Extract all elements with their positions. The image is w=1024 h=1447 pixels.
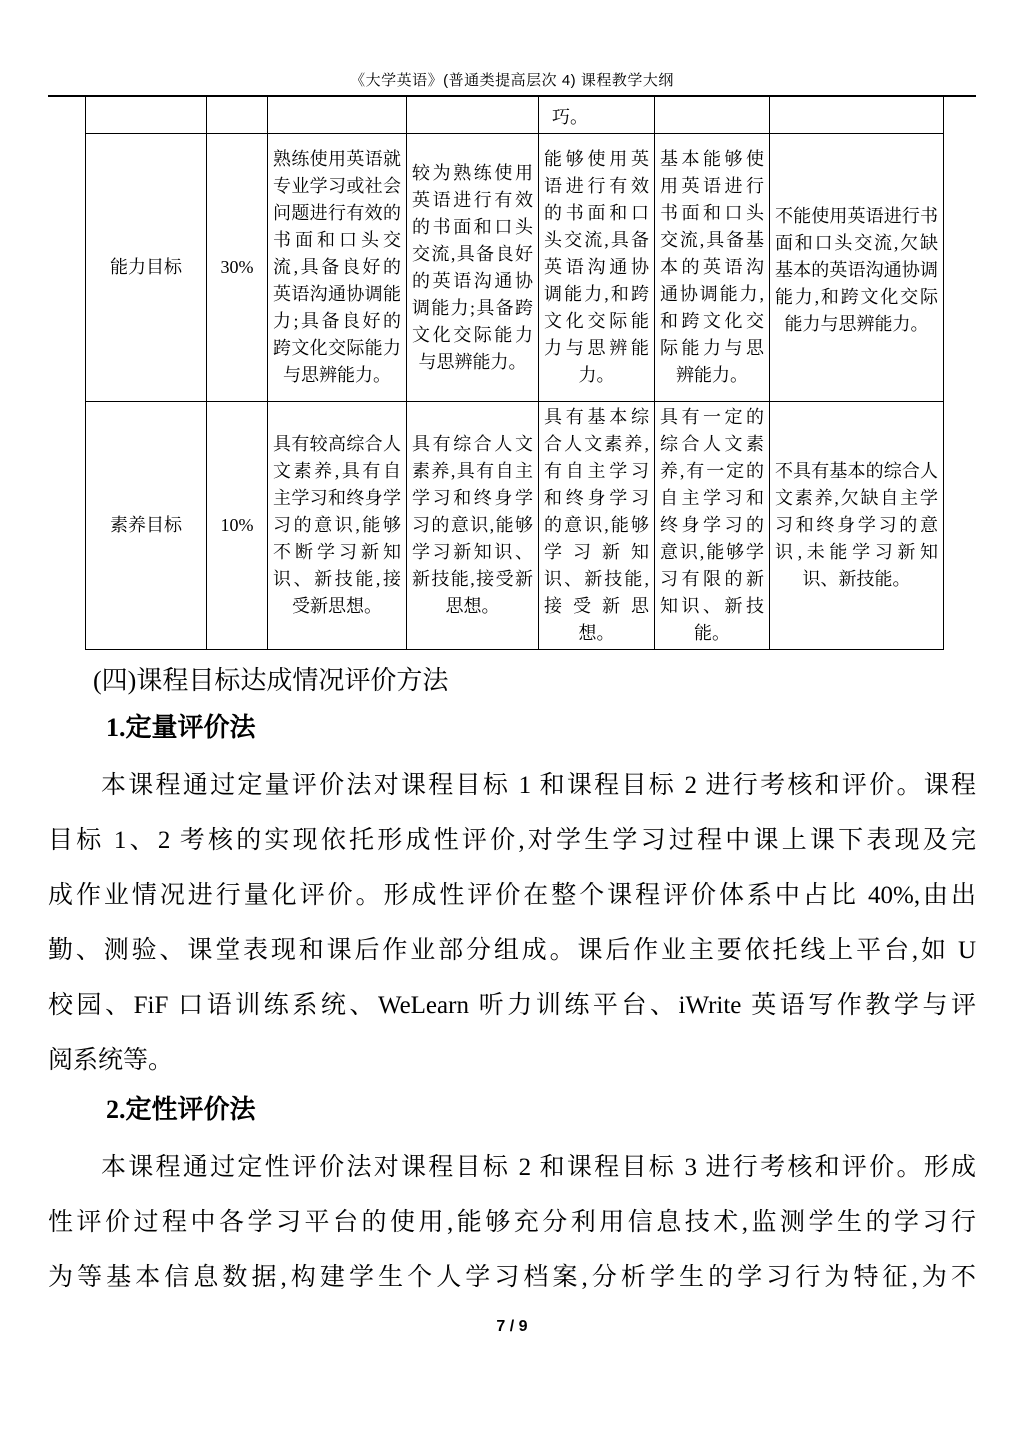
paragraph-line: 校园、FiF 口语训练系统、WeLearn 听力训练平台、iWrite 英语写作教学与评 — [48, 992, 976, 1019]
paragraph-line: 本课程通过定性评价法对课程目标 2 和课程目标 3 进行考核和评价。形成 — [101, 1154, 976, 1181]
rubric-level-cell: 较为熟练使用英语进行有效的书面和口头交流,具备良好的英语沟通协调能力;具备跨文化交际能力与思辨能力。 — [407, 134, 539, 402]
rubric-empty-cell — [407, 96, 539, 134]
rubric-row-ability-objective — [86, 134, 944, 402]
paragraph-line: 目标 1、2 考核的实现依托形成性评价,对学生学习过程中课上课下表现及完 — [48, 827, 976, 854]
paragraph-line: 本课程通过定量评价法对课程目标 1 和课程目标 2 进行考核和评价。课程 — [101, 772, 976, 799]
rubric-level-cell: 不能使用英语进行书面和口头交流,欠缺基本的英语沟通协调能力,和跨文化交际能力与思辨能力。 — [770, 134, 944, 402]
paragraph-line: 为等基本信息数据,构建学生个人学习档案,分析学生的学习行为特征,为不 — [48, 1264, 976, 1291]
subsection-title-quantitative: 1.定量评价法 — [106, 713, 256, 742]
rubric-level-cell: 熟练使用英语就专业学习或社会问题进行有效的书面和口头交流,具备良好的英语沟通协调能力;具备良好的跨文化交际能力与思辨能力。 — [268, 134, 407, 402]
rubric-row-label: 素养目标 — [86, 402, 207, 650]
rubric-empty-cell — [770, 96, 944, 134]
paragraph-line: 阅系统等。 — [48, 1047, 174, 1074]
rubric-level-cell: 具有较高综合人文素养,具有自主学习和终身学习的意识,能够不断学习新知识、新技能,接受新思想。 — [268, 402, 407, 650]
rubric-empty-cell — [268, 96, 407, 134]
paragraph-line: 成作业情况进行量化评价。形成性评价在整个课程评价体系中占比 40%,由出 — [48, 882, 976, 909]
rubric-weight-cell: 10% — [207, 402, 268, 650]
rubric-weight-cell: 30% — [207, 134, 268, 402]
rubric-level-cell: 基本能够使用英语进行书面和口头交流,具备基本的英语沟通协调能力,和跨文化交际能力与思辨能力。 — [655, 134, 770, 402]
rubric-level-cell: 具有综合人文素养,具有自主学习和终身学习的意识,能够学习新知识、新技能,接受新思想。 — [407, 402, 539, 650]
rubric-row-label: 能力目标 — [86, 134, 207, 402]
rubric-level-cell: 具有基本综合人文素养,有自主学习和终身学习的意识,能够学习新知识、新技能,接受新思想。 — [539, 402, 655, 650]
paragraph-line: 勤、测验、课堂表现和课后作业部分组成。课后作业主要依托线上平台,如 U — [48, 937, 976, 964]
rubric-carryover-row — [86, 96, 944, 134]
rubric-level-cell: 不具有基本的综合人文素养,欠缺自主学习和终身学习的意识,未能学习新知识、新技能。 — [770, 402, 944, 650]
rubric-level-cell: 能够使用英语进行有效的书面和口头交流,具备英语沟通协调能力,和跨文化交际能力与思辨能力。 — [539, 134, 655, 402]
rubric-row-literacy-objective — [86, 402, 944, 650]
paragraph-quantitative — [48, 758, 976, 1088]
rubric-empty-cell — [207, 96, 268, 134]
rubric-empty-cell — [655, 96, 770, 134]
course-objective-rubric-table — [85, 95, 944, 650]
rubric-empty-cell — [86, 96, 207, 134]
rubric-level-cell: 具有一定的综合人文素养,有一定的自主学习和终身学习的意识,能够学习有限的新知识、新技能。 — [655, 402, 770, 650]
page-number: 7 / 9 — [496, 1318, 528, 1335]
paragraph-line: 性评价过程中各学习平台的使用,能够充分利用信息技术,监测学生的学习行 — [48, 1209, 976, 1236]
subsection-title-qualitative: 2.定性评价法 — [106, 1095, 256, 1124]
rubric-carryover-text-cell: 巧。 — [539, 96, 655, 134]
paragraph-qualitative — [48, 1140, 976, 1305]
section-heading-four: (四)课程目标达成情况评价方法 — [93, 666, 449, 695]
document-header-title: 《大学英语》(普通类提高层次 4) 课程教学大纲 — [350, 72, 674, 89]
